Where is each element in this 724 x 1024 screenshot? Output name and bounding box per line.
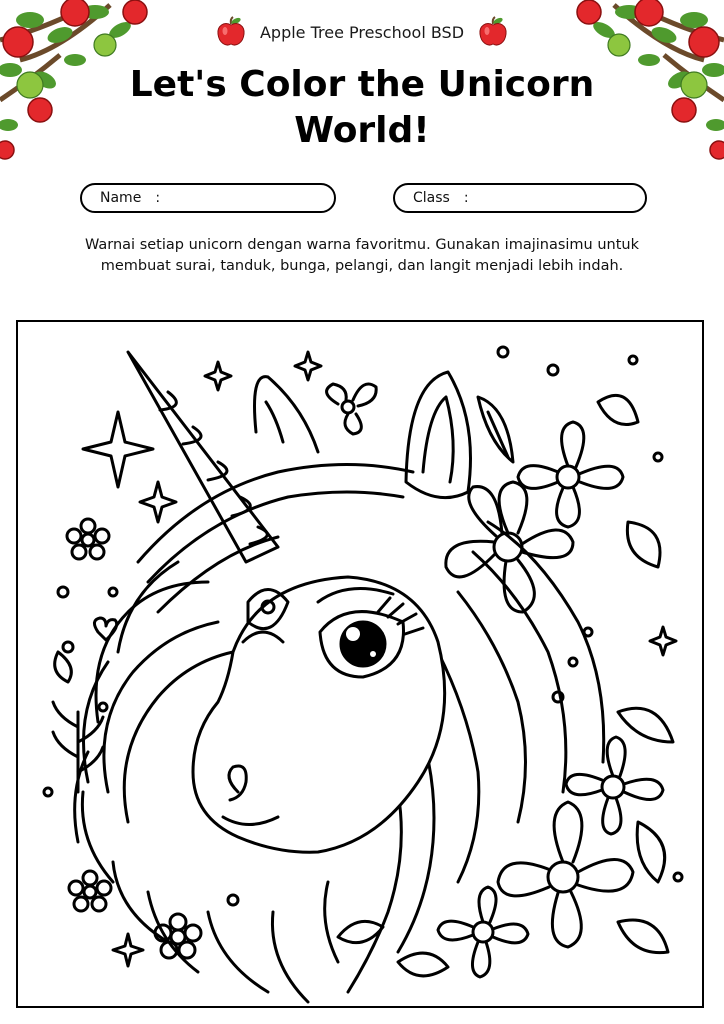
small-flower-top-mid <box>327 384 377 434</box>
school-name: Apple Tree Preschool BSD <box>259 22 465 42</box>
unicorn-ear-right <box>406 372 471 498</box>
class-field[interactable] <box>393 183 647 213</box>
title-line-2: World! <box>294 110 430 151</box>
page-title <box>0 62 724 154</box>
apple-icon <box>216 16 246 48</box>
flower-bottom-center <box>438 887 528 977</box>
class-colon: : <box>463 190 469 206</box>
coloring-frame <box>16 320 704 1008</box>
name-label: Name <box>100 190 142 206</box>
name-field[interactable] <box>80 183 336 213</box>
small-flower-bottom <box>155 914 201 958</box>
class-label: Class <box>413 190 450 206</box>
apple-icon <box>478 16 508 48</box>
instructions-text <box>30 235 694 277</box>
unicorn-horn <box>128 352 278 562</box>
instructions-line-2: membuat surai, tanduk, bunga, pelangi, dan langit menjadi lebih indah. <box>100 258 624 274</box>
small-flower-left-bottom <box>69 871 111 911</box>
unicorn-ear-left <box>255 377 319 452</box>
name-colon: : <box>155 190 161 206</box>
small-flower-left-top <box>67 519 109 559</box>
flower-top-right-2 <box>518 422 623 527</box>
unicorn-line-art <box>18 322 702 1006</box>
school-header <box>0 16 724 48</box>
title-line-1: Let's Color the Unicorn <box>129 64 595 105</box>
instructions-line-1: Warnai setiap unicorn dengan warna favoritmu. Gunakan imajinasimu untuk <box>84 237 639 253</box>
